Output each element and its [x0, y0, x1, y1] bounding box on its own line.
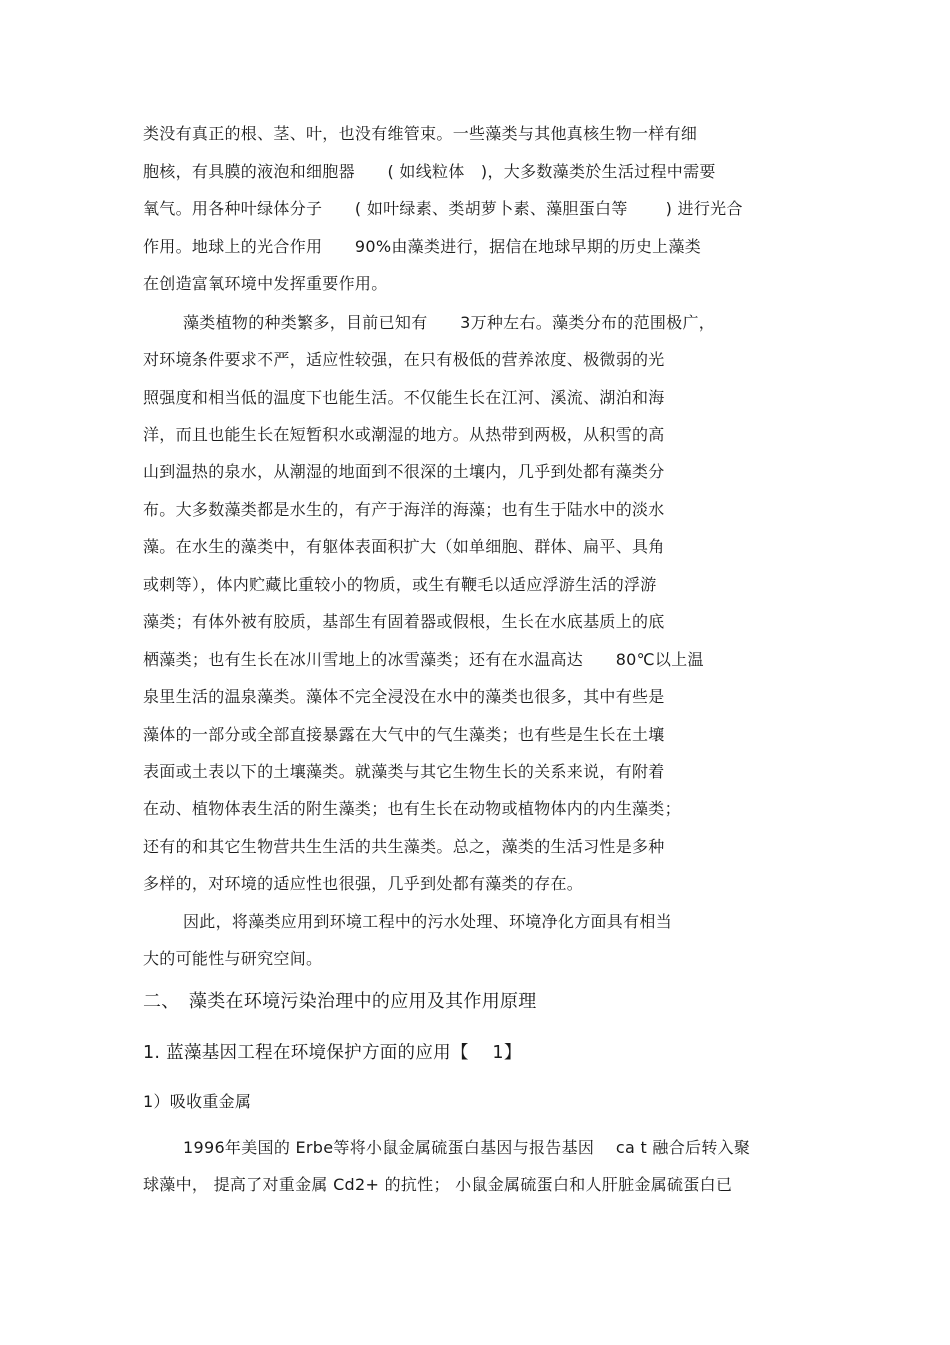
- subsection-heading: 1. 蓝藻基因工程在环境保护方面的应用【 1】: [143, 1043, 522, 1063]
- paragraph-line: 在创造富氧环境中发挥重要作用。: [143, 274, 388, 293]
- paragraph-line: 大的可能性与研究空间。: [143, 949, 323, 968]
- paragraph-line: 栖藻类；也有生长在冰川雪地上的冰雪藻类；还有在水温高达 80℃以上温: [143, 650, 704, 669]
- paragraph-line: 氧气。用各种叶绿体分子 ( 如叶绿素、类胡萝卜素、藻胆蛋白等 ) 进行光合: [143, 199, 743, 218]
- paragraph-line: 布。大多数藻类都是水生的，有产于海洋的海藻；也有生于陆水中的淡水: [143, 500, 665, 519]
- section-heading: 二、 藻类在环境污染治理中的应用及其作用原理: [143, 991, 537, 1012]
- paragraph-line: 因此，将藻类应用到环境工程中的污水处理、环境净化方面具有相当: [183, 912, 673, 931]
- paragraph-line: 藻体的一部分或全部直接暴露在大气中的气生藻类；也有些是生长在土壤: [143, 725, 665, 744]
- paragraph-line: 泉里生活的温泉藻类。藻体不完全浸没在水中的藻类也很多，其中有些是: [143, 687, 665, 706]
- paragraph-line: 还有的和其它生物营共生生活的共生藻类。总之，藻类的生活习性是多种: [143, 837, 665, 856]
- paragraph-line: 球藻中， 提高了对重金属 Cd2+ 的抗性； 小鼠金属硫蛋白和人肝脏金属硫蛋白已: [143, 1175, 733, 1194]
- subsubsection-heading: 1）吸收重金属: [143, 1092, 252, 1111]
- paragraph-line: 藻。在水生的藻类中，有躯体表面积扩大（如单细胞、群体、扁平、具角: [143, 537, 665, 556]
- paragraph-line: 在动、植物体表生活的附生藻类；也有生长在动物或植物体内的内生藻类；: [143, 799, 681, 818]
- paragraph-line: 对环境条件要求不严，适应性较强，在只有极低的营养浓度、极微弱的光: [143, 350, 665, 369]
- paragraph-line: 多样的，对环境的适应性也很强，几乎到处都有藻类的存在。: [143, 874, 584, 893]
- paragraph-line: 作用。地球上的光合作用 90%由藻类进行，据信在地球早期的历史上藻类: [143, 237, 702, 256]
- paragraph-line: 类没有真正的根、茎、叶，也没有维管束。一些藻类与其他真核生物一样有细: [143, 124, 698, 143]
- paragraph-line: 藻类；有体外被有胶质，基部生有固着器或假根，生长在水底基质上的底: [143, 612, 665, 631]
- paragraph-line: 藻类植物的种类繁多，目前已知有 3万种左右。藻类分布的范围极广，: [183, 313, 716, 332]
- paragraph-line: 1996年美国的 Erbe等将小鼠金属硫蛋白基因与报告基因 ca t 融合后转入聚: [183, 1138, 751, 1157]
- paragraph-line: 洋，而且也能生长在短暂积水或潮湿的地方。从热带到两极，从积雪的高: [143, 425, 665, 444]
- paragraph-line: 山到温热的泉水，从潮湿的地面到不很深的土壤内，几乎到处都有藻类分: [143, 462, 665, 481]
- paragraph-line: 或刺等），体内贮藏比重较小的物质，或生有鞭毛以适应浮游生活的浮游: [143, 575, 657, 594]
- paragraph-line: 表面或土表以下的土壤藻类。就藻类与其它生物生长的关系来说，有附着: [143, 762, 665, 781]
- paragraph-line: 胞核，有具膜的液泡和细胞器 ( 如线粒体 )，大多数藻类於生活过程中需要: [143, 162, 716, 181]
- paragraph-line: 照强度和相当低的温度下也能生活。不仅能生长在江河、溪流、湖泊和海: [143, 388, 665, 407]
